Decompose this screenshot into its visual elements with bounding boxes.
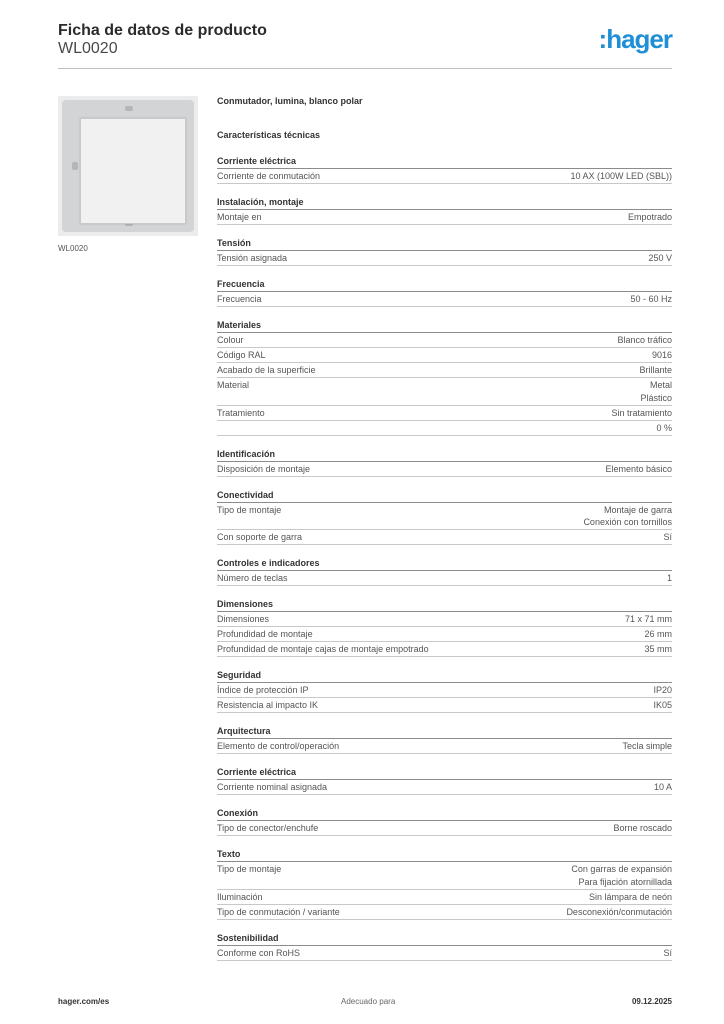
spec-value	[639, 364, 672, 377]
spec-row	[217, 292, 672, 307]
spec-label: Tipo de montaje	[217, 504, 282, 515]
spec-label: Tipo de montaje	[217, 864, 282, 874]
spec-value-line: Empotrado	[627, 212, 672, 222]
footer-website: hager.com/es	[58, 997, 110, 1006]
spec-value-line: 0 %	[656, 422, 672, 433]
spec-label: Conforme con RoHS	[217, 947, 301, 958]
spec-value-line: Sí	[663, 532, 672, 542]
spec-value-line: Con garras de expansión	[571, 864, 672, 874]
spec-section	[217, 319, 672, 436]
document-title: Ficha de datos de producto	[58, 22, 267, 39]
switch-frame	[62, 100, 194, 232]
spec-label: Código RAL	[217, 350, 266, 360]
section-title: Dimensiones	[217, 598, 672, 612]
spec-value	[625, 613, 672, 626]
spec-row	[217, 739, 672, 754]
spec-label: Resistencia al impacto IK	[217, 700, 319, 710]
spec-value-line: IK05	[653, 700, 672, 710]
spec-value-line: Brillante	[639, 365, 672, 375]
spec-value	[630, 293, 672, 306]
spec-section	[217, 669, 672, 713]
spec-label: Con soporte de garra	[217, 532, 303, 542]
spec-row	[217, 780, 672, 795]
spec-row	[217, 363, 672, 378]
spec-value	[652, 349, 672, 362]
section-title: Arquitectura	[217, 725, 672, 739]
spec-row	[217, 642, 672, 657]
spec-value	[640, 379, 672, 404]
spec-value	[663, 531, 672, 544]
spec-value-line: Desconexión/conmutación	[566, 906, 672, 917]
spec-row	[217, 406, 672, 421]
spec-value	[653, 684, 672, 697]
spec-section	[217, 196, 672, 225]
footer-date: 09.12.2025	[631, 997, 672, 1006]
spec-value-line: Blanco tráfico	[617, 335, 672, 345]
spec-value-line: Sin tratamiento	[611, 407, 672, 418]
spec-label: Acabado de la superficie	[217, 365, 316, 375]
spec-value	[653, 699, 672, 712]
image-caption: WL0020	[58, 244, 88, 253]
page-header	[58, 22, 672, 68]
section-title: Sostenibilidad	[217, 932, 672, 946]
spec-row	[217, 627, 672, 642]
spec-value	[583, 504, 672, 529]
spec-value	[628, 211, 672, 224]
spec-row	[217, 946, 672, 961]
spec-value-line: 1	[666, 573, 672, 583]
spec-row	[217, 421, 672, 436]
spec-value	[663, 947, 672, 960]
spec-label: Corriente nominal asignada	[217, 782, 328, 792]
product-image	[58, 96, 198, 236]
spec-value	[648, 252, 672, 265]
spec-value-line: Metal	[649, 380, 672, 390]
spec-value-line: Conexión con tornillos	[583, 517, 672, 527]
spec-label: Iluminación	[217, 891, 263, 902]
section-title: Corriente eléctrica	[217, 155, 672, 169]
spec-row	[217, 169, 672, 184]
spec-row	[217, 251, 672, 266]
spec-value	[613, 822, 672, 835]
spec-value	[571, 863, 672, 888]
spec-value-line: Sí	[663, 947, 672, 958]
spec-label: Colour	[217, 335, 244, 345]
spec-value	[617, 334, 672, 347]
spec-value-line: 35 mm	[644, 644, 672, 654]
tech-specs-title: Características técnicas	[217, 130, 321, 140]
hager-logo: :hager	[598, 24, 672, 54]
spec-value-line: Elemento básico	[605, 463, 672, 474]
spec-value-line: Montaje de garra	[603, 504, 672, 515]
spec-section	[217, 932, 672, 961]
section-title: Corriente eléctrica	[217, 766, 672, 780]
spec-value	[566, 906, 672, 919]
spec-label: Tipo de conector/enchufe	[217, 823, 319, 833]
spec-value-line: 71 x 71 mm	[624, 614, 672, 624]
spec-section	[217, 155, 672, 184]
spec-value-line: 26 mm	[644, 629, 672, 639]
spec-value	[611, 407, 672, 420]
spec-value	[654, 781, 672, 794]
switch-rocker	[80, 118, 186, 224]
section-title: Materiales	[217, 319, 672, 333]
frame-screw-hole	[125, 106, 133, 111]
spec-label: Elemento de control/operación	[217, 741, 340, 751]
spec-section	[217, 766, 672, 795]
header-divider	[58, 68, 672, 69]
spec-row	[217, 530, 672, 545]
spec-label: Disposición de montaje	[217, 463, 311, 474]
spec-section	[217, 598, 672, 657]
spec-value-line: 10 A	[653, 782, 672, 792]
spec-label: Número de teclas	[217, 573, 288, 583]
spec-value-line: Tecla simple	[622, 741, 672, 751]
spec-label: Tratamiento	[217, 407, 265, 418]
section-title: Conexión	[217, 807, 672, 821]
section-title: Texto	[217, 848, 672, 862]
spec-row	[217, 821, 672, 836]
spec-value-line: Plástico	[640, 392, 672, 403]
spec-row	[217, 503, 672, 531]
spec-value	[644, 628, 672, 641]
spec-value	[644, 643, 672, 656]
spec-value	[656, 422, 672, 435]
spec-value-line: 250 V	[648, 253, 672, 263]
spec-content	[217, 95, 672, 961]
spec-section	[217, 557, 672, 586]
spec-label: Corriente de conmutación	[217, 171, 321, 181]
spec-row	[217, 378, 672, 406]
section-title: Controles e indicadores	[217, 557, 672, 571]
spec-section	[217, 278, 672, 307]
spec-value	[605, 463, 672, 476]
product-name: Conmutador, lumina, blanco polar	[217, 96, 363, 106]
spec-section	[217, 725, 672, 754]
spec-section	[217, 237, 672, 266]
product-code: WL0020	[58, 40, 118, 57]
spec-label: Profundidad de montaje cajas de montaje empotrado	[217, 644, 429, 654]
section-title: Frecuencia	[217, 278, 672, 292]
spec-value-line: Sin lámpara de neón	[588, 891, 672, 902]
spec-section	[217, 448, 672, 477]
spec-value-line: IP20	[653, 685, 672, 695]
spec-value-line: 50 - 60 Hz	[630, 294, 672, 304]
section-title: Tensión	[217, 237, 672, 251]
spec-row	[217, 890, 672, 905]
section-title: Instalación, montaje	[217, 196, 672, 210]
spec-section	[217, 848, 672, 920]
section-title: Conectividad	[217, 489, 672, 503]
spec-row	[217, 698, 672, 713]
spec-label: Montaje en	[217, 212, 262, 222]
section-title: Seguridad	[217, 669, 672, 683]
spec-value	[570, 170, 672, 183]
spec-row	[217, 348, 672, 363]
spec-sections	[217, 155, 672, 961]
spec-row	[217, 862, 672, 890]
spec-row	[217, 462, 672, 477]
spec-value-line: 10 AX (100W LED (SBL))	[570, 171, 672, 181]
frame-screw-hole	[72, 162, 78, 170]
spec-row	[217, 612, 672, 627]
spec-value	[589, 891, 672, 904]
section-title: Identificación	[217, 448, 672, 462]
spec-row	[217, 905, 672, 920]
spec-value	[667, 572, 672, 585]
spec-label: Dimensiones	[217, 614, 270, 624]
spec-value-line: 9016	[651, 350, 672, 360]
spec-row	[217, 683, 672, 698]
spec-value	[622, 740, 672, 753]
spec-label: Tipo de conmutación / variante	[217, 906, 340, 917]
spec-label: Frecuencia	[217, 294, 262, 304]
spec-value-line: Borne roscado	[613, 823, 672, 833]
spec-section	[217, 807, 672, 836]
spec-label: Material	[217, 380, 250, 390]
spec-value-line: Para fijación atornillada	[578, 876, 672, 887]
spec-label: Tensión asignada	[217, 253, 288, 263]
spec-label: Índice de protección IP	[217, 685, 309, 695]
spec-row	[217, 571, 672, 586]
spec-row	[217, 333, 672, 348]
spec-section	[217, 489, 672, 546]
footer-suitable-for: Adecuado para	[341, 997, 396, 1006]
spec-label: Profundidad de montaje	[217, 629, 313, 639]
spec-row	[217, 210, 672, 225]
